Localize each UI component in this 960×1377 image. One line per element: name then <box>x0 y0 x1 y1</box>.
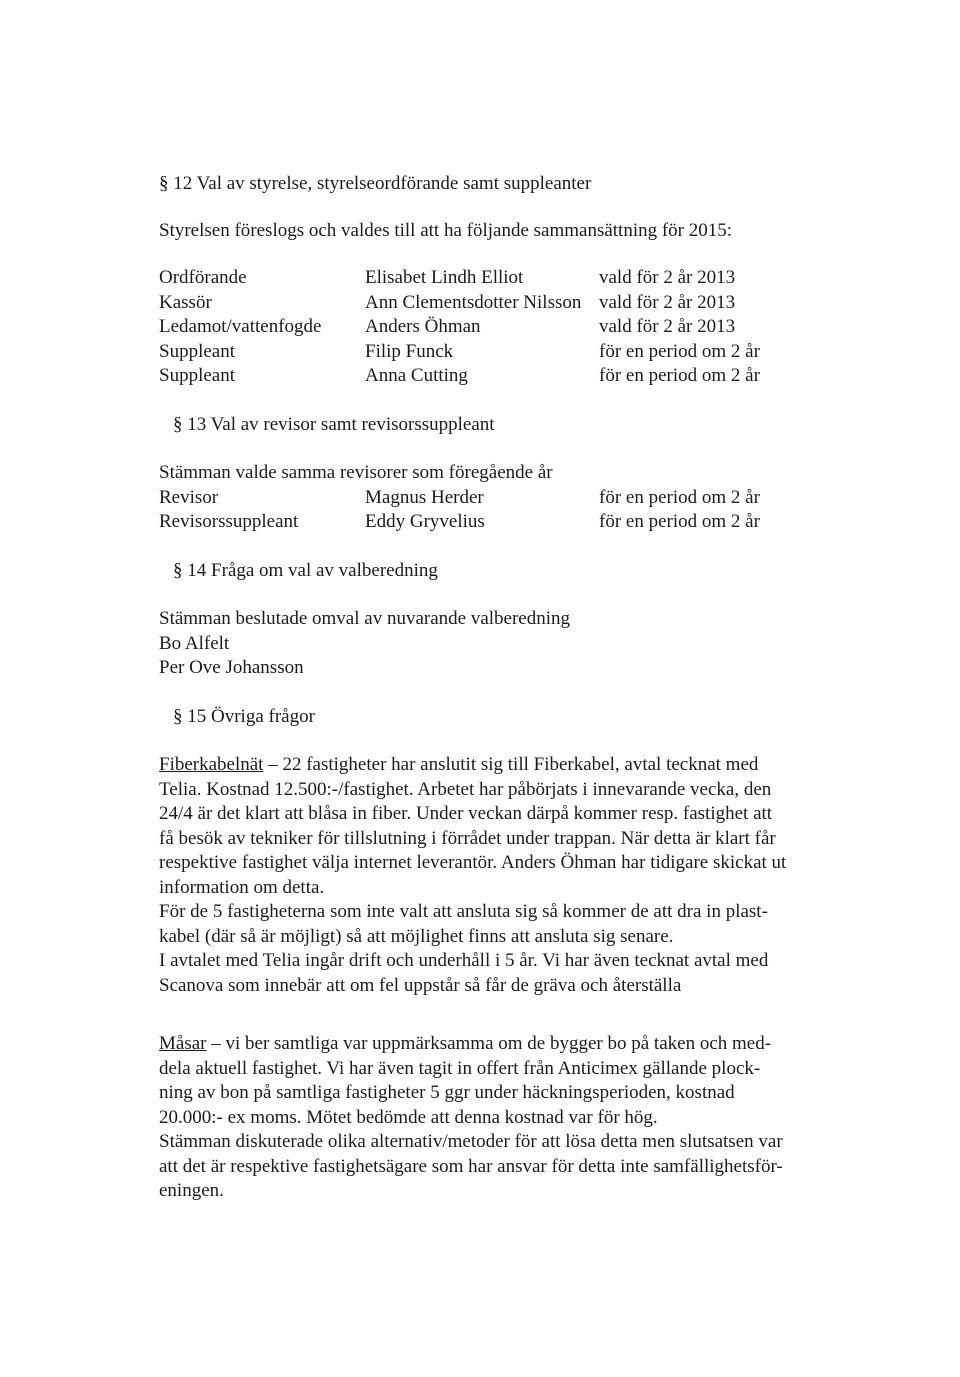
fiber-line: För de 5 fastigheterna som inte valt att ansluta sig så kommer de att dra in plast- <box>159 901 768 922</box>
auditor-role: Revisorssuppleant <box>159 511 299 532</box>
section-15-heading: § 15 Övriga frågor <box>173 705 315 727</box>
document-page <box>159 172 819 1204</box>
board-role: Suppleant <box>159 340 235 362</box>
fiber-line: information om detta. <box>159 876 325 898</box>
section-13-intro: Stämman valde samma revisorer som föregående år <box>159 462 553 483</box>
fiber-line: Scanova som innebär att om fel uppstår så får de gräva och återställa <box>159 974 682 996</box>
gulls-label: Måsar <box>159 1033 207 1054</box>
board-term: vald för 2 år 2013 <box>599 291 736 313</box>
fiber-line: få besök av tekniker för tillslutning i förrådet under trappan. När detta är klart får <box>159 827 776 849</box>
board-role: Kassör <box>159 291 212 313</box>
gulls-line: Stämman diskuterade olika alternativ/metoder för att lösa detta men slutsatsen var <box>159 1131 783 1152</box>
board-table <box>159 266 819 389</box>
auditor-name: Eddy Gryvelius <box>365 511 485 532</box>
fiber-label: Fiberkabelnät <box>159 754 264 775</box>
section-13-heading: § 13 Val av revisor samt revisorssuppleant <box>173 413 495 435</box>
fiber-line: Fiberkabelnät – 22 fastigheter har anslutit sig till Fiberkabel, avtal tecknat med <box>159 754 759 775</box>
auditor-name: Magnus Herder <box>365 486 484 508</box>
auditor-term: för en period om 2 år <box>599 511 760 532</box>
committee-member: Bo Alfelt <box>159 632 230 654</box>
board-role: Ordförande <box>159 267 247 288</box>
board-role: Suppleant <box>159 365 235 386</box>
fiber-line: respektive fastighet välja internet leverantör. Anders Öhman har tidigare skickat ut <box>159 852 787 873</box>
fiber-line: I avtalet med Telia ingår drift och underhåll i 5 år. Vi har även tecknat avtal med <box>159 950 769 971</box>
committee-member: Per Ove Johansson <box>159 657 304 678</box>
gulls-line: att det är respektive fastighetsägare som har ansvar för detta inte samfällighetsför- <box>159 1155 783 1177</box>
fiber-line: kabel (där så är möjligt) så att möjlighet finns att ansluta sig senare. <box>159 925 674 947</box>
gulls-line: 20.000:- ex moms. Mötet bedömde att denna kostnad var för hög. <box>159 1106 658 1128</box>
section-12-heading: § 12 Val av styrelse, styrelseordförande samt suppleanter <box>159 173 592 194</box>
board-role: Ledamot/vattenfogde <box>159 316 322 337</box>
board-name: Anna Cutting <box>365 365 468 386</box>
gulls-line: eningen. <box>159 1180 224 1201</box>
section-14-intro: Stämman beslutade omval av nuvarande valberedning <box>159 608 571 629</box>
auditor-term: för en period om 2 år <box>599 486 760 508</box>
board-term: vald för 2 år 2013 <box>599 267 736 288</box>
board-name: Ann Clementsdotter Nilsson <box>365 291 582 313</box>
fiber-paragraph <box>159 753 819 998</box>
board-name: Elisabet Lindh Elliot <box>365 267 524 288</box>
auditor-table <box>159 486 819 535</box>
gulls-line: dela aktuell fastighet. Vi har även tagit in offert från Anticimex gällande plock- <box>159 1057 761 1079</box>
board-name: Filip Funck <box>365 340 454 362</box>
board-term: vald för 2 år 2013 <box>599 316 736 337</box>
section-14-heading: § 14 Fråga om val av valberedning <box>173 559 438 581</box>
fiber-line: Telia. Kostnad 12.500:-/fastighet. Arbetet har påbörjats i innevarande vecka, den <box>159 778 772 800</box>
board-name: Anders Öhman <box>365 316 481 337</box>
fiber-line: 24/4 är det klart att blåsa in fiber. Under veckan därpå kommer resp. fastighet att <box>159 803 773 824</box>
gulls-line: ning av bon på samtliga fastigheter 5 ggr under häckningsperioden, kostnad <box>159 1082 735 1103</box>
gulls-line: Måsar – vi ber samtliga var uppmärksamma om de bygger bo på taken och med- <box>159 1033 772 1054</box>
auditor-role: Revisor <box>159 486 219 508</box>
board-term: för en period om 2 år <box>599 365 760 386</box>
gulls-paragraph <box>159 1032 819 1204</box>
section-12-intro: Styrelsen föreslogs och valdes till att ha följande sammansättning för 2015: <box>159 219 733 241</box>
board-term: för en period om 2 år <box>599 340 760 362</box>
